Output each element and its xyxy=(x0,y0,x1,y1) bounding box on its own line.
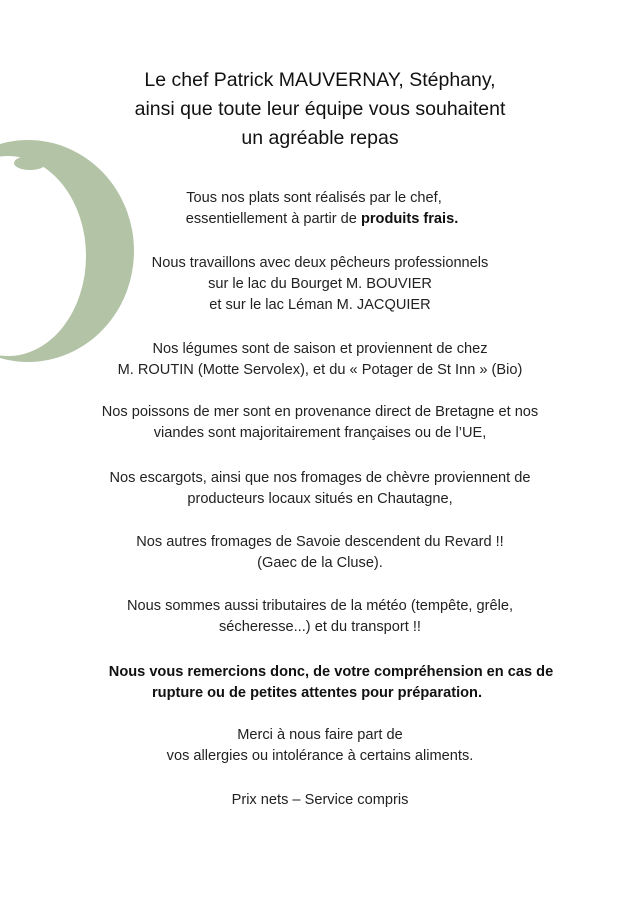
decorative-letter-o-icon xyxy=(0,130,140,370)
weather-line-1: Nous sommes aussi tributaires de la météo (tempête, grêle, xyxy=(126,598,514,614)
snails-cheese-line-1: Nos escargots, ainsi que nos fromages de chèvre proviennent de xyxy=(109,470,531,486)
vegetables-line-2: M. ROUTIN (Motte Servolex), et du « Potager de St Inn » (Bio) xyxy=(117,362,523,378)
allergies-line-2: vos allergies ou intolérance à certains aliments. xyxy=(166,748,474,764)
title-line-1: Le chef Patrick MAUVERNAY, Stéphany, xyxy=(144,69,496,91)
fresh-products-bold: produits frais. xyxy=(360,211,459,227)
prices-note: Prix nets – Service compris xyxy=(231,792,409,808)
title-line-3: un agréable repas xyxy=(241,127,399,149)
thanks-line-1: Nous vous remercions donc, de votre compréhension en cas de xyxy=(108,664,554,680)
fish-meat-line-2: viandes sont majoritairement françaises ou de l’UE, xyxy=(153,425,487,441)
weather-line-2: sécheresse...) et du transport !! xyxy=(219,619,421,635)
thanks-line-2: rupture ou de petites attentes pour préparation. xyxy=(151,685,483,701)
allergies-line-1: Merci à nous faire part de xyxy=(237,727,403,743)
title-line-2: ainsi que toute leur équipe vous souhaitent xyxy=(134,98,506,120)
vegetables-line-1: Nos légumes sont de saison et proviennent de chez xyxy=(152,341,488,357)
savoie-cheese-line-1: Nos autres fromages de Savoie descendent du Revard !! xyxy=(136,534,504,550)
fish-meat-line-1: Nos poissons de mer sont en provenance direct de Bretagne et nos xyxy=(101,404,539,420)
fishermen-line-2: sur le lac du Bourget M. BOUVIER xyxy=(208,276,432,292)
fishermen-line-3: et sur le lac Léman M. JACQUIER xyxy=(209,297,431,313)
fishermen-line-1: Nous travaillons avec deux pêcheurs professionnels xyxy=(151,255,489,271)
snails-cheese-line-2: producteurs locaux situés en Chautagne, xyxy=(187,491,453,507)
fresh-products-line-2 xyxy=(2,211,640,227)
fresh-products-line-1: Tous nos plats sont réalisés par le chef, xyxy=(186,190,442,206)
savoie-cheese-line-2: (Gaec de la Cluse). xyxy=(257,555,383,571)
fresh-products-prefix: essentiellement à partir de xyxy=(185,211,361,227)
